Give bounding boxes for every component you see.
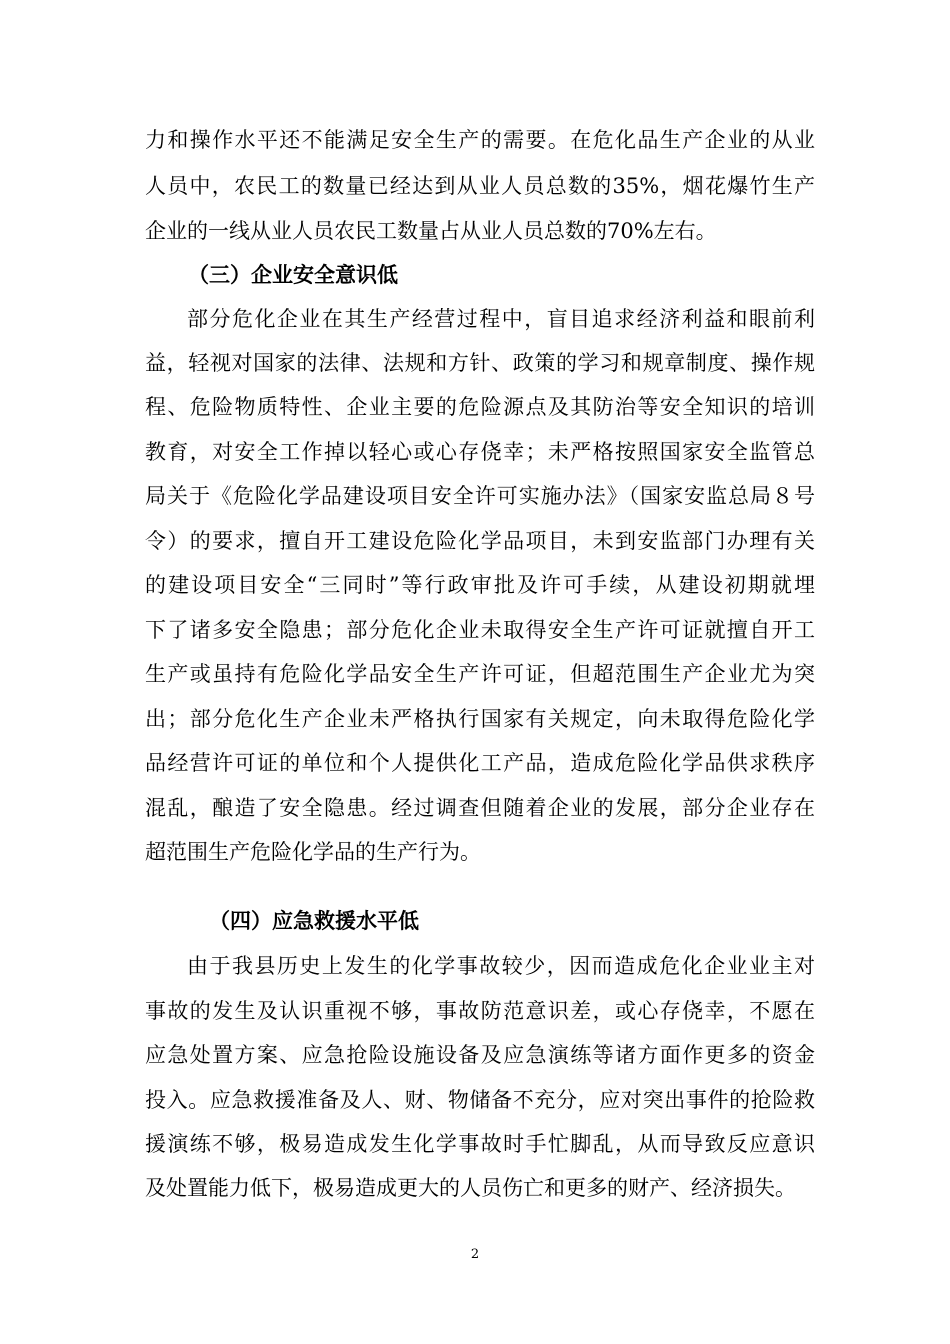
section-3-line-2: 益，轻视对国家的法律、法规和方针、政策的学习和规章制度、操作规 xyxy=(145,351,815,375)
section-3-line-12: 混乱，酿造了安全隐患。经过调查但随着企业的发展，部分企业存在 xyxy=(145,796,815,820)
section-3-line-8: 下了诸多安全隐患；部分危化企业未取得安全生产许可证就擅自开工 xyxy=(145,618,815,642)
section-3-line-11: 品经营许可证的单位和个人提供化工产品，造成危险化学品供求秩序 xyxy=(145,751,815,775)
section-4-line-1: 由于我县历史上发生的化学事故较少，因而造成危化企业业主对 xyxy=(187,954,815,978)
section-4-line-4: 投入。应急救援准备及人、财、物储备不充分，应对突出事件的抢险救 xyxy=(145,1088,815,1112)
section-4-line-2: 事故的发生及认识重视不够，事故防范意识差，或心存侥幸，不愿在 xyxy=(145,999,815,1023)
section-4-heading: （四）应急救援水平低 xyxy=(209,908,419,933)
section-3-line-9: 生产或虽持有危险化学品安全生产许可证，但超范围生产企业尤为突 xyxy=(145,662,815,686)
section-3-line-3: 程、危险物质特性、企业主要的危险源点及其防治等安全知识的培训 xyxy=(145,395,815,419)
paragraph-1-line-2: 人员中，农民工的数量已经达到从业人员总数的35%，烟花爆竹生产 xyxy=(145,174,815,198)
section-3-line-10: 出；部分危化生产企业未严格执行国家有关规定，向未取得危险化学 xyxy=(145,707,815,731)
section-3-line-4: 教育，对安全工作掉以轻心或心存侥幸；未严格按照国家安全监管总 xyxy=(145,440,815,464)
section-3-heading: （三）企业安全意识低 xyxy=(188,262,398,287)
paragraph-1-line-1: 力和操作水平还不能满足安全生产的需要。在危化品生产企业的从业 xyxy=(145,128,815,152)
section-4-line-5: 援演练不够，极易造成发生化学事故时手忙脚乱，从而导致反应意识 xyxy=(145,1132,815,1156)
page-number: 2 xyxy=(470,1247,480,1262)
section-3-line-1: 部分危化企业在其生产经营过程中，盲目追求经济利益和眼前利 xyxy=(187,307,815,331)
section-4-line-3: 应急处置方案、应急抢险设施设备及应急演练等诸方面作更多的资金 xyxy=(145,1043,815,1067)
section-3-line-13: 超范围生产危险化学品的生产行为。 xyxy=(145,840,481,864)
paragraph-1-line-3: 企业的一线从业人员农民工数量占从业人员总数的70%左右。 xyxy=(145,219,717,243)
section-3-line-7: 的建设项目安全“三同时”等行政审批及许可手续，从建设初期就埋 xyxy=(145,573,815,597)
section-3-line-6: 令）的要求，擅自开工建设危险化学品项目，未到安监部门办理有关 xyxy=(145,529,815,553)
section-3-line-5: 局关于《危险化学品建设项目安全许可实施办法》（国家安监总局８号 xyxy=(145,484,815,508)
section-4-line-6: 及处置能力低下，极易造成更大的人员伤亡和更多的财产、经济损失。 xyxy=(145,1176,796,1200)
